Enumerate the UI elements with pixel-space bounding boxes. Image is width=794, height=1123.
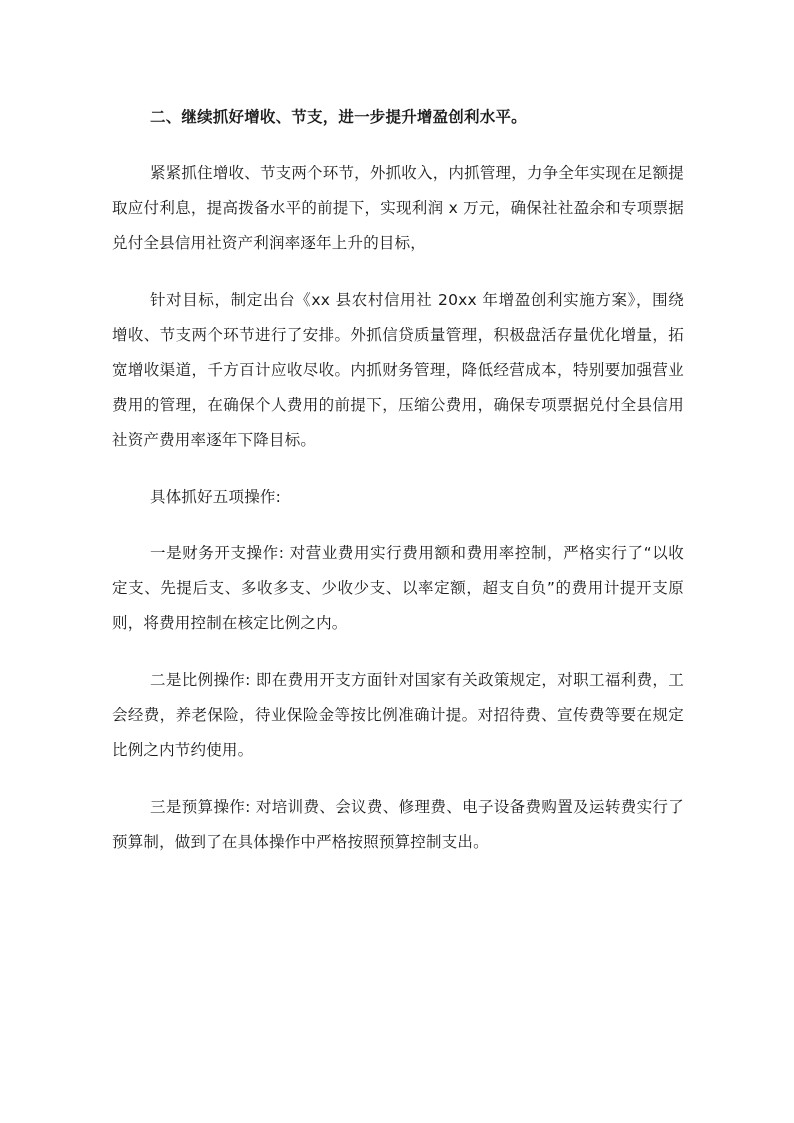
paragraph-plan: 针对目标，制定出台《xx 县农村信用社 20xx 年增盈创利实施方案》，围绕增收、节支两个环节进行了安排。外抓信贷质量管理，积极盘活存量优化增量，拓宽增收渠道，千方百计应收尽收。内抓财务管理，降低经营成本，特别要加强营业费用的管理，在确保个人费用的前提下，压缩公费用，确保专项票据兑付全县信用社资产费用率逐年下降目标。 [112,291,684,449]
paragraph-operation-1: 一是财务开支操作: 对营业费用实行费用额和费用率控制，严格实行了“以收定支、先提后支、多收多支、少收少支、以率定额，超支自负”的费用计提开支原则，将费用控制在核定比例之内。 [112,544,684,632]
paragraph-operation-2: 二是比例操作: 即在费用开支方面针对国家有关政策规定，对职工福利费，工会经费，养老保险，待业保险金等按比例准确计提。对招待费、宣传费等要在规定比例之内节约使用。 [112,671,684,759]
paragraph-goal: 紧紧抓住增收、节支两个环节，外抓收入，内抓管理，力争全年实现在足额提取应付利息，提高拨备水平的前提下，实现利润 x 万元，确保社社盈余和专项票据兑付全县信用社资产利润率逐年上升的目标， [112,164,684,252]
paragraph-operation-3: 三是预算操作: 对培训费、会议费、修理费、电子设备费购置及运转费实行了预算制，做到了在具体操作中严格按照预算控制支出。 [112,798,684,851]
document-body [112,100,684,882]
section-heading: 二、继续抓好增收、节支，进一步提升增盈创利水平。 [150,108,527,126]
paragraph-five-operations: 具体抓好五项操作: [150,488,282,506]
